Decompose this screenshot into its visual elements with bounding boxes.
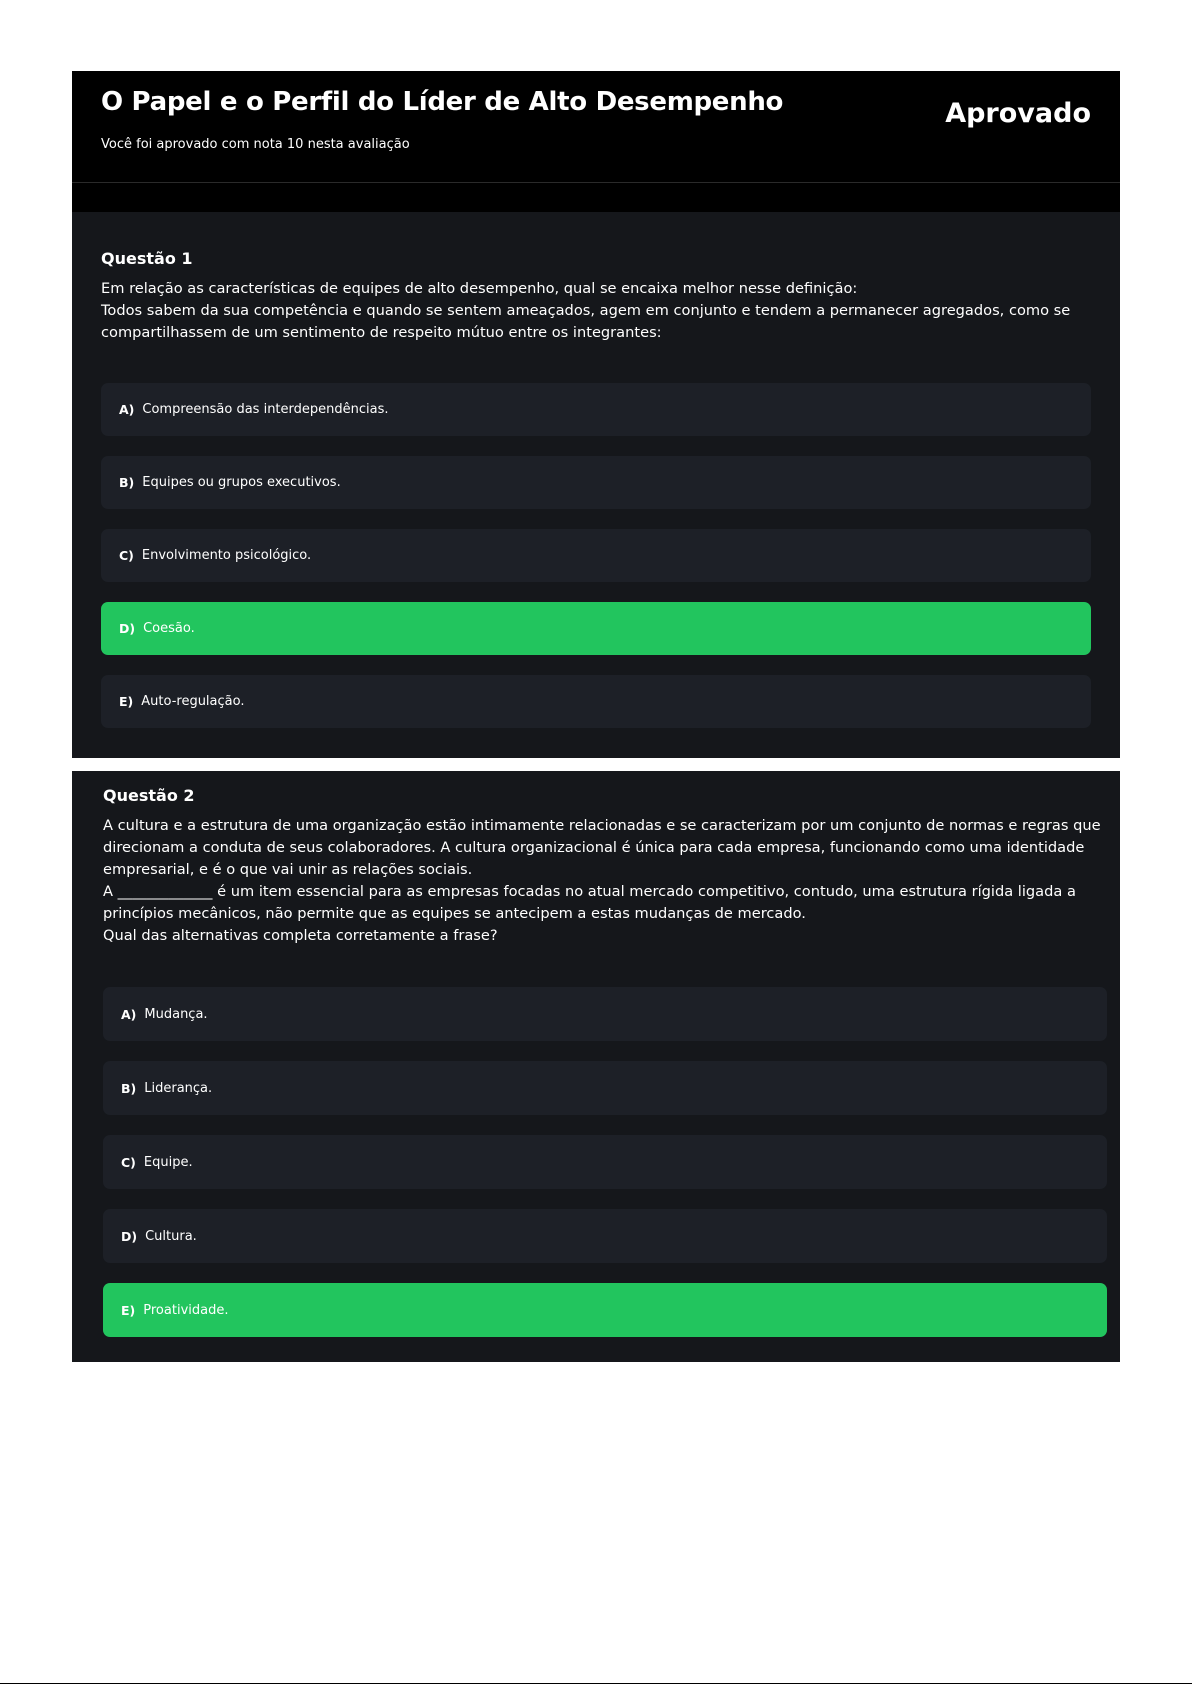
page-bottom-rule (0, 1683, 1192, 1684)
option-c[interactable] (101, 529, 1091, 582)
option-letter: E) (121, 1302, 136, 1318)
option-a[interactable] (101, 383, 1091, 436)
option-letter: B) (121, 1080, 137, 1096)
question-1-panel (72, 212, 1120, 758)
result-subtitle: Você foi aprovado com nota 10 nesta avaliação (101, 137, 410, 152)
option-text: Equipe. (143, 1154, 193, 1170)
option-letter: A) (119, 402, 135, 417)
option-b[interactable] (101, 456, 1091, 509)
option-d[interactable] (103, 1209, 1107, 1263)
option-a[interactable] (103, 987, 1107, 1041)
option-e[interactable] (101, 675, 1091, 728)
question-line: Qual das alternativas completa corretamente a frase? (103, 927, 498, 944)
option-text: Compreensão das interdependências. (142, 402, 389, 417)
option-d-correct[interactable] (101, 602, 1091, 655)
option-text: Equipes ou grupos executivos. (142, 475, 341, 490)
option-c[interactable] (103, 1135, 1107, 1189)
question-line: Em relação as características de equipes de alto desempenho, qual se encaixa melhor nesse definição: (101, 280, 858, 297)
option-text: Coesão. (143, 621, 195, 636)
question-text (101, 278, 1091, 344)
option-text: Auto-regulação. (141, 694, 245, 709)
option-letter: D) (121, 1228, 138, 1244)
question-2-panel (72, 771, 1120, 1362)
page-title: O Papel e o Perfil do Líder de Alto Desempenho (101, 87, 784, 117)
header-divider (72, 183, 1120, 212)
question-line: A _____________ é um item essencial para as empresas focadas no atual mercado competitivo, contudo, uma estrutura rígida ligada a princípios mecânicos, não permite que as equipes se antecipem a estas mudanças de mercado. (103, 883, 1076, 922)
option-text: Cultura. (145, 1228, 197, 1244)
option-text: Liderança. (144, 1080, 213, 1096)
question-line: compartilhassem de um sentimento de respeito mútuo entre os integrantes: (101, 324, 662, 341)
option-e-correct[interactable] (103, 1283, 1107, 1337)
option-letter: C) (121, 1154, 136, 1170)
option-b[interactable] (103, 1061, 1107, 1115)
option-text: Mudança. (144, 1006, 208, 1022)
question-title: Questão 1 (101, 249, 193, 268)
status-badge: Aprovado (945, 98, 1091, 129)
option-letter: B) (119, 475, 135, 490)
question-text (103, 815, 1107, 947)
question-line: A cultura e a estrutura de uma organização estão intimamente relacionadas e se caracterizam por um conjunto de normas e regras que direcionam a conduta de seus colaboradores. A cultura organizacional é única para cada empresa, funcionando como uma identidade empresarial, e é o que vai unir as relações sociais. (103, 817, 1101, 878)
options-list (101, 383, 1091, 728)
question-title: Questão 2 (103, 786, 195, 805)
question-line: Todos sabem da sua competência e quando se sentem ameaçados, agem em conjunto e tendem a permanecer agregados, como se (101, 302, 1071, 319)
result-header (72, 71, 1120, 183)
options-list (103, 987, 1107, 1337)
option-letter: A) (121, 1006, 137, 1022)
option-letter: D) (119, 621, 136, 636)
option-text: Envolvimento psicológico. (141, 548, 312, 563)
option-letter: E) (119, 694, 134, 709)
option-text: Proatividade. (143, 1302, 229, 1318)
option-letter: C) (119, 548, 134, 563)
